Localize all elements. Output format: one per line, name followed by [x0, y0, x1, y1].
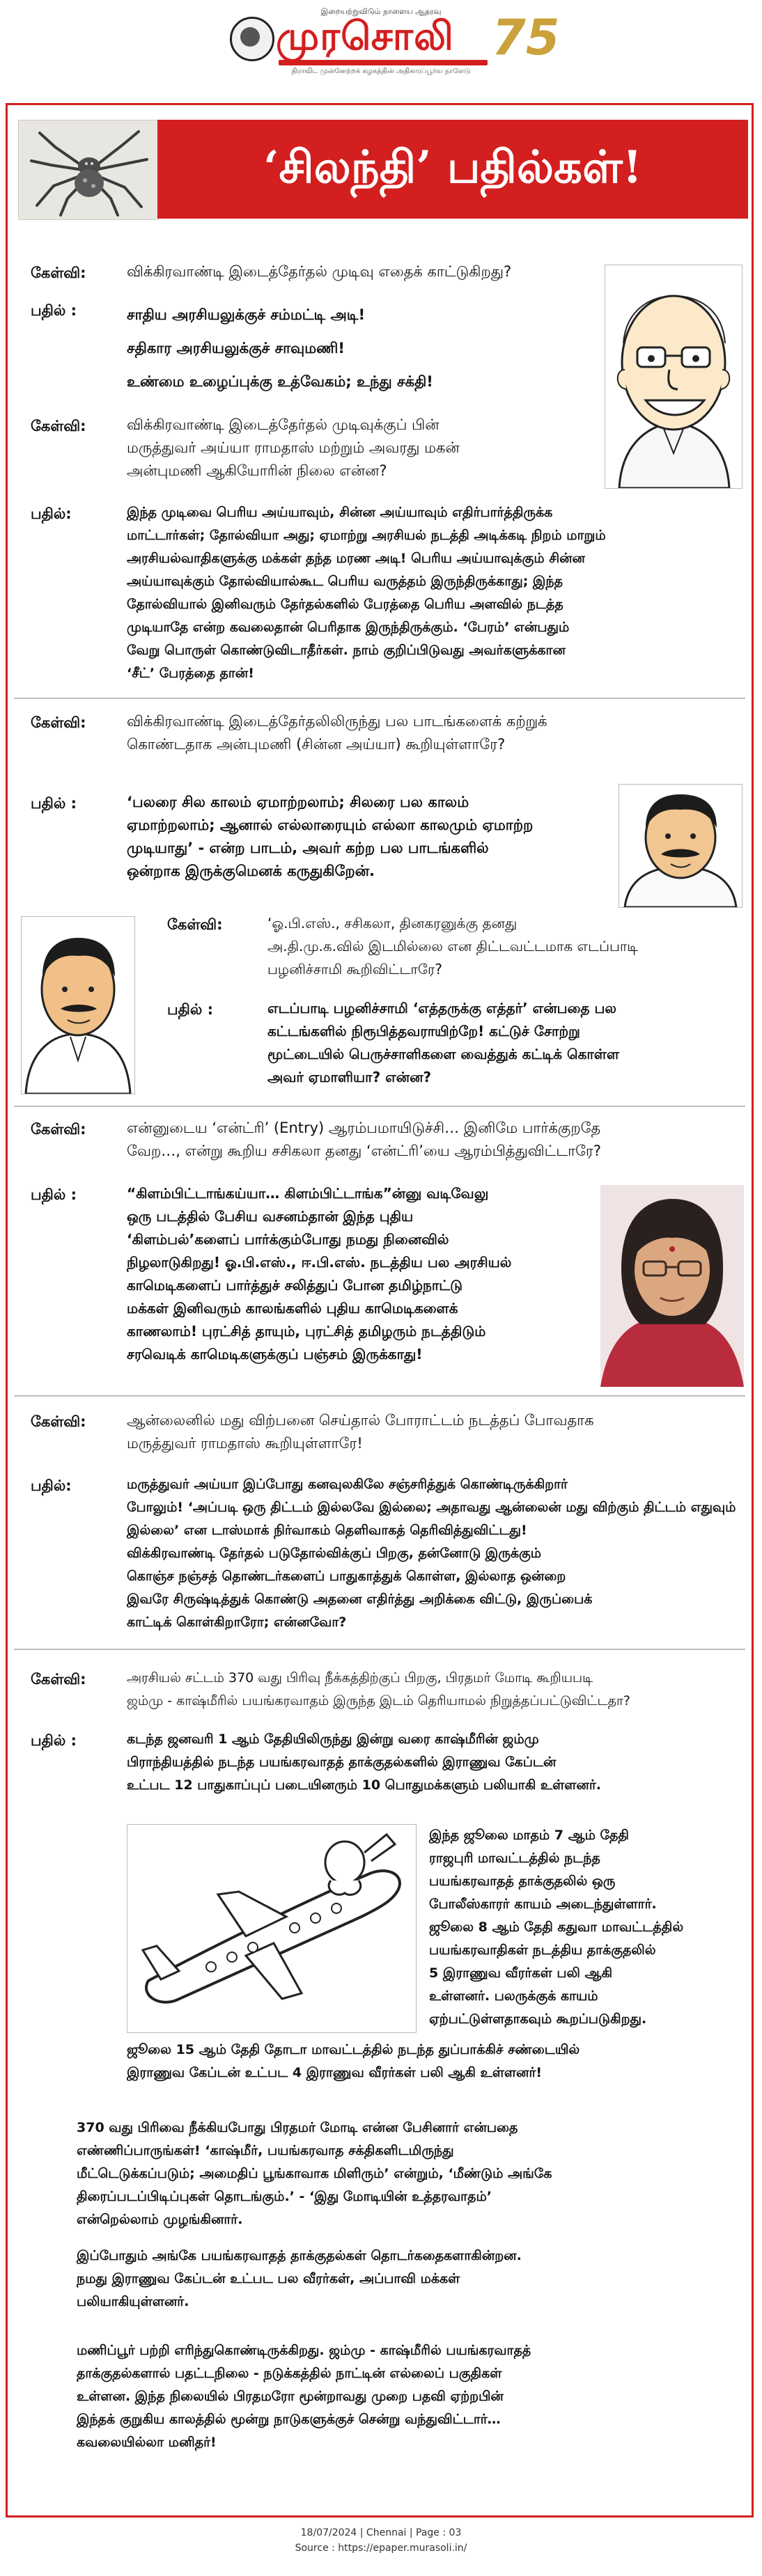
answer-7: கடந்த ஜனவரி 1 ஆம் தேதியிலிருந்து இன்று வரை காஷ்மீரின் ஜம்மு பிராந்தியத்தில் நடந்த பயங்கரவாதத் தாக்குதல்களில் இராணுவ கேப்டன் உட்பட 12 பாதுகாப்புப் படையினரும் 10 பொதுமக்களும் பலியாகி உள்ளனர்.: [127, 1731, 602, 1793]
question-1: விக்கிரவாண்டி இடைத்தேர்தல் முடிவு எதைக் காட்டுகிறது?: [127, 263, 512, 280]
question-7: அரசியல் சட்டம் 370 வது பிரிவு நீக்கத்திற்குப் பிறகு, பிரதமர் மோடி கூறியபடி ஜம்மு - காஷ்மீரில் பயங்கரவாதம் இருந்த இடம் தெரியாமல் நிறுத்தப்பட்டுவிட்டதா?: [127, 1670, 630, 1709]
divider: [14, 1395, 745, 1397]
spider-illustration: [18, 120, 159, 220]
question-6: ஆன்லைனில் மது விற்பனை செய்தால் போராட்டம் நடத்தப் போவதாக மருத்துவர் ராமதாஸ் கூறியுள்ளாரே!: [127, 1412, 594, 1452]
answer-label: பதில் :: [31, 302, 77, 319]
anniversary-badge: 75: [492, 9, 560, 66]
answer-label: பதில் :: [31, 795, 77, 812]
page-title: ‘சிலந்தி’ பதில்கள்!: [263, 141, 642, 194]
cartoon-bald-man-glasses: [605, 265, 742, 489]
divider: [14, 1649, 745, 1650]
cartoon-man-mustache: [619, 784, 742, 908]
question-label: கேள்வி:: [31, 1413, 86, 1430]
answer-label: பதில் :: [31, 1732, 77, 1749]
answer-7-paragraph-2: 370 வது பிரிவை நீக்கியபோது பிரதமர் மோடி என்ன பேசினார் என்பதை எண்ணிப்பாருங்கள்! ‘காஷ்மீர், பயங்கரவாத சக்திகளிடமிருந்து மீட்டெடுக்கப்படும்; அமைதிப் பூங்காவாக மிளிரும்’ என்றும், ‘மீண்டும் அங்கே திரைப்படப்பிடிப்புகள் தொடங்கும்.’ - ‘இது மோடியின் உத்தரவாதம்’ என்றெல்லாம் முழங்கினார்.: [77, 2120, 552, 2227]
question-4: ‘ஓ.பி.எஸ்., சசிகலா, தினகரனுக்கு தனது அ.தி.மு.க.வில் இடமில்லை என திட்டவட்டமாக எடப்பாடி பழனிச்சாமி கூறிவிட்டாரே?: [267, 915, 639, 977]
question-label: கேள்வி:: [31, 1121, 86, 1138]
answer-label: பதில்:: [31, 505, 72, 522]
answer-6: மருத்துவர் அய்யா இப்போது கனவுலகிலே சஞ்சரித்துக் கொண்டிருக்கிறார் போலும்! ‘அப்படி ஒரு திட்டம் இல்லவே இல்லை; அதாவது ஆன்லைன் மது விற்கும் திட்டம் எதுவும் இல்லை’ என டாஸ்மாக் நிர்வாகம் தெளிவாகத் தெரிவித்துவிட்டது! விக்கிரவாண்டி தேர்தல் படுதோல்விக்குப் பிறகு, தன்னோடு இருக்கும் கொஞ்ச நஞ்சத் தொண்டர்களைப் பாதுகாத்துக் கொள்ள, இல்லாத ஒன்றை இவரே சிருஷ்டித்துக் கொண்டு அதனை எதிர்த்து அறிக்கை விட்டு, இருப்பைக் காட்டிக் கொள்கிறாரோ; என்னவோ?: [127, 1477, 736, 1630]
answer-label: பதில் :: [31, 1186, 77, 1203]
answer-7-paragraph-3: இப்போதும் அங்கே பயங்கரவாதத் தாக்குதல்கள் தொடர்கதைகளாகின்றன. நமது இராணுவ கேப்டன் உட்பட பல வீரர்கள், அப்பாவி மக்கள் பலியாகியுள்ளனர்.: [77, 2248, 522, 2309]
newspaper-title: முரசொலி: [276, 14, 454, 59]
answer-2: இந்த முடிவை பெரிய அய்யாவும், சின்ன அய்யாவும் எதிர்பார்த்திருக்க மாட்டார்கள்; தோல்வியா அது; ஏமாற்று அரசியல் நடத்தி அடிக்கடி நிறம் மாறும் அரசியல்வாதிகளுக்கு மக்கள் தந்த மரண அடி! பெரிய அய்யாவுக்கும் சின்ன அய்யாவுக்கும் தோல்வியால்கூட பெரிய வருத்தம் இருந்திருக்காது; இந்த தோல்வியால் இனிவரும் தேர்தல்களில் பேரத்தை பெரிய அளவில் நடத்த முடியாதே என்ற கவலைதான் பெரிதாக இருந்திருக்கும். ‘பேரம்’ என்பதும் வேறு பொருள் கொண்டுவிடாதீர்கள். நாம் குறிப்பிடுவது அவர்களுக்கான ‘சீட்’ பேரத்தை தான்!: [127, 505, 606, 681]
divider: [14, 698, 745, 699]
answer-5: “கிளம்பிட்டாங்கய்யா… கிளம்பிட்டாங்க”ன்னு வடிவேலு ஒரு படத்தில் பேசிய வசனம்தான் இந்த புதிய ‘கிளம்பல்’களைப் பார்க்கும்போது நமது நினைவில் நிழலாடுகிறது! ஓ.பி.எஸ்., ஈ.பி.எஸ். நடத்திய பல அரசியல் காமெடிகளைப் பார்த்துச் சலித்துப் போன தமிழ்நாட்டு மக்கள் இனிவரும் காலங்களில் புதிய காமெடிகளைக் காணலாம்! புரட்சித் தாயும், புரட்சித் தமிழரும் நடத்திடும் சரவெடிக் காமெடிகளுக்குப் பஞ்சம் இருக்காது!: [127, 1185, 512, 1362]
question-3: விக்கிரவாண்டி இடைத்தேர்தலிலிருந்து பல பாடங்களைக் கற்றுக் கொண்டதாக அன்புமணி (சின்ன அய்யா) கூறியுள்ளாரே?: [127, 713, 547, 753]
photo-woman-glasses: [600, 1185, 744, 1387]
footer-source: Source : https://epaper.murasoli.in/: [295, 2543, 467, 2554]
answer-label: பதில் :: [167, 1001, 213, 1018]
cartoon-plane: [127, 1824, 417, 2033]
question-label: கேள்வி:: [31, 418, 86, 434]
footer-date-page: 18/07/2024 | Chennai | Page : 03: [300, 2527, 462, 2538]
answer-4: எடப்பாடி பழனிச்சாமி ‘எத்தருக்கு எத்தர்’ என்பதை பல கட்டங்களில் நிரூபித்தவராயிற்றே! கட்டுச் சோற்று மூட்டையில் பெருச்சாளிகளை வைத்துக் கட்டிக் கொள்ள அவர் ஏமாளியா? என்ன?: [267, 1000, 619, 1085]
masthead-tagline: இறையற்றுவிடும் நாளைய ஆதரவு: [320, 7, 442, 16]
answer-3: ‘பலரை சில காலம் ஏமாற்றலாம்; சிலரை பல காலம் ஏமாற்றலாம்; ஆனால் எல்லாரையும் எல்லா காலமும் ஏமாற்ற முடியாது’ - என்ற பாடம், அவர் கற்ற பல பாடங்களில் ஒன்றாக இருக்குமெனக் கருதுகிறேன்.: [127, 794, 534, 879]
divider: [14, 1106, 745, 1107]
answer-7-paragraph-4: மணிப்பூர் பற்றி எரிந்துகொண்டிருக்கிறது. ஜம்மு - காஷ்மீரில் பயங்கரவாதத் தாக்குதல்களால் பதட்டநிலை - நடுக்கத்தில் நாட்டின் எல்லைப் பகுதிகள் உள்ளன. இந்த நிலையில் பிரதமரோ மூன்றாவது முறை பதவி ஏற்றபின் இந்தக் குறுகிய காலத்தில் மூன்று நாடுகளுக்குச் சென்று வந்துவிட்டார்… கவலையில்லா மனிதர்!: [77, 2343, 531, 2450]
question-label: கேள்வி:: [31, 265, 86, 281]
cartoon-man-white-shirt: [21, 916, 135, 1094]
question-label: கேள்வி:: [31, 1671, 86, 1688]
question-label: கேள்வி:: [31, 714, 86, 731]
masthead-subtitle: திராவிட முன்னேற்றக் கழகத்தின் அதிகாரப்பூர்வ நாளேடு: [291, 68, 471, 75]
question-5: என்னுடைய ‘என்ட்ரி’ (Entry) ஆரம்பமாயிடுச்சி… இனிமே பார்க்குறதே வேற…, என்று கூறிய சசிகலா தனது ‘என்ட்ரி’யை ஆரம்பித்துவிட்டாரே?: [127, 1120, 601, 1159]
answer-7-rest: ஜூலை 15 ஆம் தேதி தோடா மாவட்டத்தில் நடந்த துப்பாக்கிச் சண்டையில் இராணுவ கேப்டன் உட்பட 4 இராணுவ வீரர்கள் பலி ஆகி உள்ளனர்!: [127, 2042, 580, 2080]
answer-1: சாதிய அரசியலுக்குச் சம்மட்டி அடி! சதிகார அரசியலுக்குச் சாவுமணி! உண்மை உழைப்புக்கு உத்வேகம்; உந்து சக்தி!: [127, 306, 433, 390]
question-2: விக்கிரவாண்டி இடைத்தேர்தல் முடிவுக்குப் பின் மருத்துவர் அய்யா ராமதாஸ் மற்றும் அவரது மகன் அன்புமணி ஆகியோரின் நிலை என்ன?: [127, 416, 460, 479]
answer-7-side: இந்த ஜூலை மாதம் 7 ஆம் தேதி ராஜபுரி மாவட்டத்தில் நடந்த பயங்கரவாதத் தாக்குதலில் ஒரு போலீஸ்காரர் காயம் அடைந்துள்ளார். ஜூலை 8 ஆம் தேதி கதுவா மாவட்டத்தில் பயங்கரவாதிகள் நடத்திய தாக்குதலில் 5 இராணுவ வீரர்கள் பலி ஆகி உள்ளனர். பலருக்குக் காயம் ஏற்பட்டுள்ளதாகவும் கூறப்படுகிறது.: [429, 1828, 684, 2027]
answer-label: பதில்:: [31, 1477, 72, 1494]
title-underline: [279, 60, 488, 65]
party-emblem-icon: [230, 17, 274, 61]
question-label: கேள்வி:: [167, 916, 223, 933]
